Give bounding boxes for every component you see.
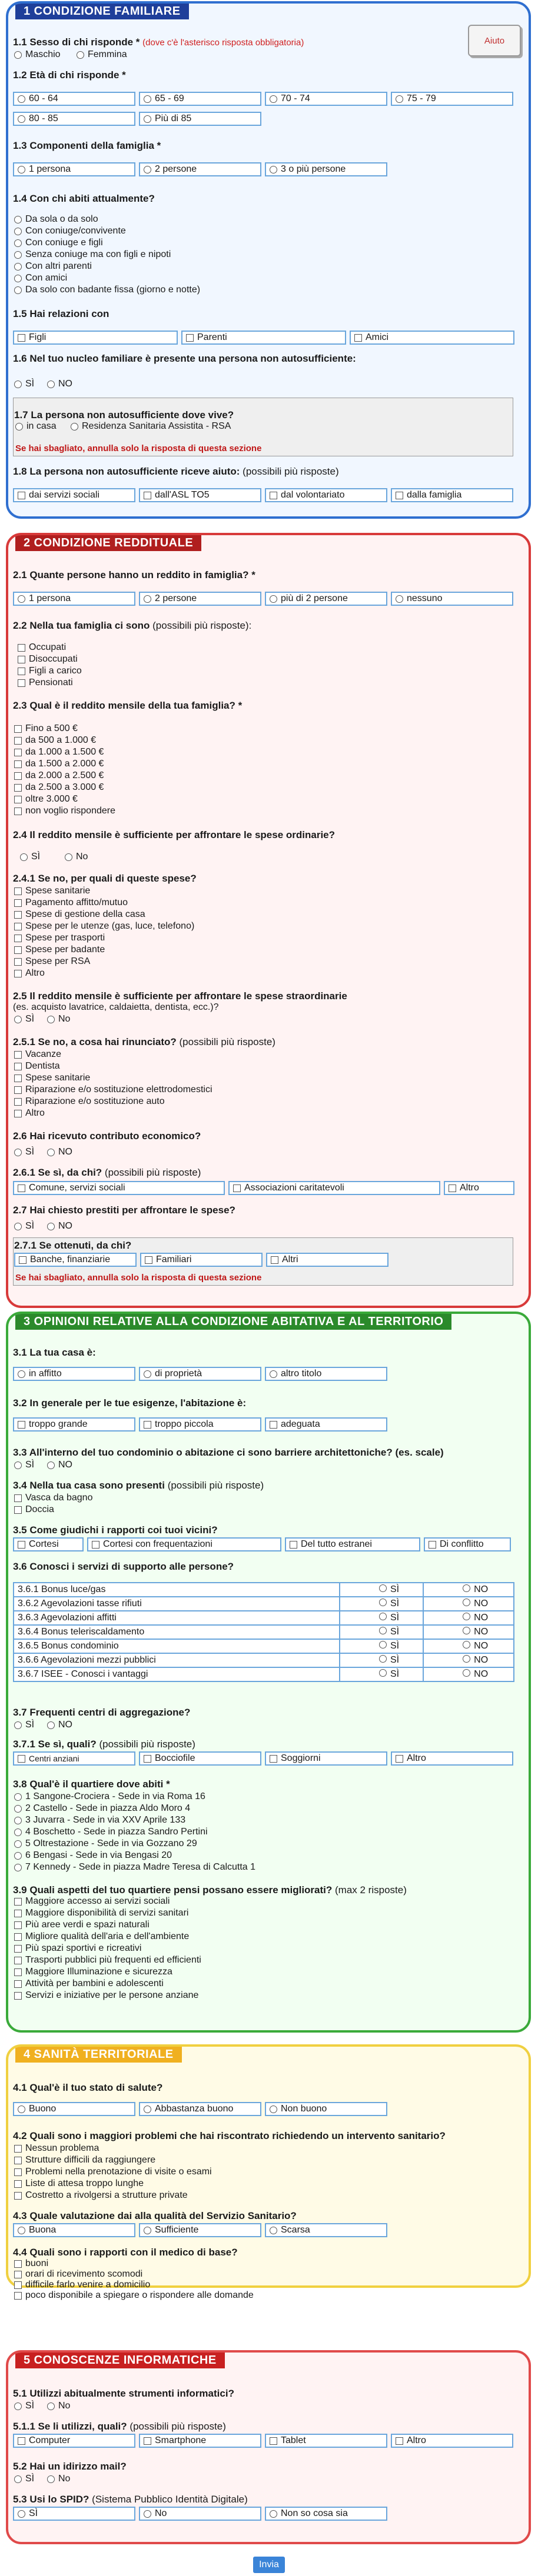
option-non-buono[interactable]: Non buono [265,2102,387,2116]
radio-quartiere-7[interactable]: 7 Kennedy - Sede in piazza Madre Teresa di Calcutta 1 [14,1862,255,1873]
radio-si[interactable]: SÌ [340,1583,423,1597]
service-label: 3.6.7 ISEE - Conosci i vantaggi [14,1667,340,1681]
check-problema-4[interactable]: Costretto a rivolgersi a strutture private [14,2190,188,2201]
check-centri-anziani[interactable]: Centri anziani [13,1751,135,1766]
aid-row [13,488,513,502]
section-title: 2 CONDIZIONE REDDITUALE [15,535,201,551]
radio-coniuge-figli[interactable]: Con coniuge e figli [14,238,103,248]
radio-si[interactable]: SÌ [340,1597,423,1611]
check-comune[interactable]: Comune, servizi sociali [13,1181,225,1195]
section-title: 1 CONDIZIONE FAMILIARE [15,4,189,19]
option-non-so[interactable]: Non so cosa sia [265,2507,387,2521]
radio-no[interactable]: NO [423,1653,514,1667]
radio-no[interactable]: NO [423,1667,514,1681]
option-1-persona[interactable]: 1 persona [13,162,135,176]
help-button[interactable]: Aiuto [468,25,521,56]
service-label: 3.6.4 Bonus teleriscaldamento [14,1625,340,1639]
question-2-3: 2.3 Qual è il reddito mensile della tua famiglia? * [13,700,243,711]
check-medico-0[interactable]: buoni [14,2258,48,2269]
service-label: 3.6.5 Bonus condominio [14,1639,340,1653]
option-si[interactable]: SÌ [13,2507,135,2521]
check-miglioramento-3[interactable]: Migliore qualità dell'aria e dell'ambiente [14,1931,189,1942]
radio-income-6[interactable]: oltre 3.000 € [14,794,78,805]
home-title-row [13,1367,387,1381]
question-5-1-1: 5.1.1 Se li utilizzi, quali? (possibili più risposte) [13,2421,226,2432]
radio-rsa[interactable]: Residenza Sanitaria Assistita - RSA [71,421,231,432]
radio-no[interactable]: NO [423,1639,514,1653]
check-miglioramento-4[interactable]: Più spazi sportivi e ricreativi [14,1943,141,1954]
question-4-1: 4.1 Qual'è il tuo stato di salute? [13,2082,163,2093]
radio-coniuge-convivente[interactable]: Con coniuge/convivente [14,226,126,236]
radio-income-0[interactable]: Fino a 500 € [14,723,78,734]
option-60-64[interactable]: 60 - 64 [13,92,135,106]
check-pensionati[interactable]: Pensionati [18,678,73,688]
radio-si[interactable]: SÌ [14,2474,34,2484]
check-miglioramento-5[interactable]: Trasporti pubblici più frequenti ed efficienti [14,1955,201,1966]
question-4-4: 4.4 Quali sono i rapporti con il medico di base? [13,2247,238,2258]
radio-badante[interactable]: Da solo con badante fissa (giorno e notte) [14,285,200,295]
question-1-1: 1.1 Sesso di chi risponde * (dove c'è l'asterisco risposta obbligatoria) [13,36,304,48]
check-miglioramento-1[interactable]: Maggiore disponibilità di servizi sanitari [14,1908,188,1918]
submit-button[interactable]: Invia [253,2557,285,2573]
check-banche[interactable]: Banche, finanziarie [14,1253,137,1267]
radio-si[interactable]: SÌ [14,1014,34,1025]
loans-row [14,1253,388,1267]
check-dentista[interactable]: Dentista [14,1061,60,1072]
devices-row [13,2434,513,2448]
spid-row [13,2507,387,2521]
radio-no[interactable]: No [65,852,88,862]
check-rsa[interactable]: Spese per RSA [14,956,90,967]
option-piu-di-85[interactable]: Più di 85 [139,112,261,126]
option-75-79[interactable]: 75 - 79 [391,92,513,106]
age-row-1 [13,92,513,106]
check-trasporti[interactable]: Spese per trasporti [14,933,105,943]
check-problema-0[interactable]: Nessun problema [14,2143,99,2154]
check-computer[interactable]: Computer [13,2434,135,2448]
question-2-6: 2.6 Hai ricevuto contributo economico? [13,1130,201,1142]
question-5-2: 5.2 Hai un idirizzo mail? [13,2461,127,2472]
check-gestione-casa[interactable]: Spese di gestione della casa [14,909,145,920]
table-row [14,1639,514,1653]
radio-quartiere-2[interactable]: 2 Castello - Sede in piazza Aldo Moro 4 [14,1803,190,1814]
question-4-2: 4.2 Quali sono i maggiori problemi che hai riscontrato richiedendo un intervento sanitario? [13,2130,446,2141]
option-estranei[interactable]: Del tutto estranei [285,1537,420,1551]
radio-no[interactable]: No [47,2474,70,2484]
centers-row [13,1751,513,1766]
check-smartphone[interactable]: Smartphone [139,2434,261,2448]
radio-amici[interactable]: Con amici [14,273,67,283]
option-buono[interactable]: Buono [13,2102,135,2116]
question-2-5: 2.5 Il reddito mensile è sufficiente per affrontare le spese straordinarie [13,990,347,1002]
reset-section-link[interactable]: Se hai sbagliato, annulla solo la risposta di questa sezione [15,1273,262,1283]
check-amici[interactable]: Amici [350,331,514,345]
check-elettrodomestici[interactable]: Riparazione e/o sostituzione elettrodomestici [14,1085,212,1095]
table-row [14,1625,514,1639]
option-scarsa[interactable]: Scarsa [265,2223,387,2237]
question-3-6: 3.6 Conosci i servizi di supporto alle persone? [13,1561,234,1572]
radio-no[interactable]: NO [423,1625,514,1639]
check-figli[interactable]: Figli [13,331,178,345]
radio-in-casa[interactable]: in casa [15,421,57,432]
neighbours-row [13,1537,511,1551]
check-asl[interactable]: dall'ASL TO5 [139,488,261,502]
question-1-2: 1.2 Età di chi risponde * [13,69,126,81]
radio-si[interactable]: SÌ [14,1221,34,1232]
check-disoccupati[interactable]: Disoccupati [18,654,78,665]
check-familiari[interactable]: Familiari [140,1253,263,1267]
option-1-persona[interactable]: 1 persona [13,592,135,606]
check-altro[interactable]: Altro [444,1181,514,1195]
radio-si[interactable]: SÌ [340,1653,423,1667]
radio-si[interactable]: SÌ [14,1460,34,1470]
radio-si[interactable]: SÌ [340,1611,423,1625]
radio-si[interactable]: SÌ [14,1720,34,1730]
check-miglioramento-6[interactable]: Maggiore Illuminazione e sicurezza [14,1967,172,1977]
radio-si[interactable]: SÌ [20,852,40,862]
table-row [14,1667,514,1681]
question-2-4: 2.4 Il reddito mensile è sufficiente per affrontare le spese ordinarie? [13,829,336,840]
check-miglioramento-0[interactable]: Maggiore accesso ai servizi sociali [14,1896,170,1907]
option-nessuno[interactable]: nessuno [391,592,513,606]
check-problema-3[interactable]: Liste di attesa troppo lunghe [14,2178,144,2189]
check-bocciofile[interactable]: Bocciofile [139,1751,261,1766]
question-3-7: 3.7 Frequenti centri di aggregazione? [13,1707,191,1718]
radio-income-4[interactable]: da 2.000 a 2.500 € [14,770,104,781]
option-3-o-piu[interactable]: 3 o più persone [265,162,387,176]
radio-da-solo[interactable]: Da sola o da solo [14,214,98,225]
check-associazioni[interactable]: Associazioni caritatevoli [228,1181,440,1195]
section-title: 3 OPINIONI RELATIVE ALLA CONDIZIONE ABITATIVA E AL TERRITORIO [15,1314,451,1330]
question-2-7: 2.7 Hai chiesto prestiti per affrontare le spese? [13,1204,235,1216]
required-note: (dove c'è l'asterisco risposta obbligatoria) [142,38,304,48]
quality-row [13,2223,387,2237]
question-1-5: 1.5 Hai relazioni con [13,308,109,319]
check-servizi-sociali[interactable]: dai servizi sociali [13,488,135,502]
question-1-4: 1.4 Con chi abiti attualmente? [13,193,155,204]
option-buona[interactable]: Buona [13,2223,135,2237]
question-1-8: 1.8 La persona non autosufficiente riceve aiuto: (possibili più risposte) [13,466,339,477]
question-5-3: 5.3 Usi lo SPID? (Sistema Pubblico Identità Digitale) [13,2494,248,2505]
question-1-7: 1.7 La persona non autosufficiente dove vive? [14,409,234,421]
check-vacanze[interactable]: Vacanze [14,1049,61,1060]
radio-income-1[interactable]: da 500 a 1.000 € [14,735,96,746]
check-problema-2[interactable]: Problemi nella prenotazione di visite o esami [14,2167,212,2177]
option-cortesi[interactable]: Cortesi [13,1537,84,1551]
radio-si[interactable]: SÌ [14,379,34,389]
family-size-row [13,162,387,176]
check-volontariato[interactable]: dal volontariato [265,488,387,502]
income-earners-row [13,592,513,606]
question-3-5: 3.5 Come giudichi i rapporti coi tuoi vicini? [13,1524,218,1536]
check-medico-2[interactable]: difficile farlo venire a domicilio [14,2280,150,2290]
radio-altri-parenti[interactable]: Con altri parenti [14,261,92,272]
home-size-row [13,1417,387,1432]
check-miglioramento-2[interactable]: Più aree verdi e spazi naturali [14,1920,150,1930]
check-medico-1[interactable]: orari di ricevimento scomodi [14,2269,142,2280]
question-3-3: 3.3 All'interno del tuo condominio o abitazione ci sono barriere architettoniche? (es. scale) [13,1447,444,1458]
option-cortesi-frequentazioni[interactable]: Cortesi con frequentazioni [87,1537,281,1551]
check-auto[interactable]: Riparazione e/o sostituzione auto [14,1096,165,1107]
radio-income-5[interactable]: da 2.500 a 3.000 € [14,782,104,793]
question-3-1: 3.1 La tua casa è: [13,1347,96,1358]
radio-quartiere-6[interactable]: 6 Bengasi - Sede in via Bengasi 20 [14,1850,172,1861]
table-row [14,1597,514,1611]
check-altro[interactable]: Altro [391,2434,513,2448]
table-row [14,1611,514,1625]
question-2-1: 2.1 Quante persone hanno un reddito in famiglia? * [13,569,255,580]
question-3-8: 3.8 Qual'è il quartiere dove abiti * [13,1778,170,1790]
question-2-5-sub: (es. acquisto lavatrice, caldaietta, dentista, ecc.)? [13,1002,219,1012]
check-utenze[interactable]: Spese per le utenze (gas, luce, telefono) [14,921,194,932]
check-spese-sanitarie[interactable]: Spese sanitarie [14,886,90,896]
option-no[interactable]: No [139,2507,261,2521]
option-2-persone[interactable]: 2 persone [139,162,261,176]
radio-quartiere-5[interactable]: 5 Oltrestazione - Sede in via Gozzano 29 [14,1838,197,1849]
radio-quartiere-4[interactable]: 4 Boschetto - Sede in piazza Sandro Pertini [14,1827,208,1837]
option-troppo-grande[interactable]: troppo grande [13,1417,135,1432]
question-2-5-1: 2.5.1 Se no, a cosa hai rinunciato? (possibili più risposte) [13,1036,275,1047]
question-3-7-1: 3.7.1 Se sì, quali? (possibili più risposte) [13,1739,195,1750]
option-80-85[interactable]: 80 - 85 [13,112,135,126]
check-figli-a-carico[interactable]: Figli a carico [18,666,82,676]
option-sufficiente[interactable]: Sufficiente [139,2223,261,2237]
relations-row [13,331,514,345]
check-problema-1[interactable]: Strutture difficili da raggiungere [14,2155,155,2165]
check-spese-sanitarie[interactable]: Spese sanitarie [14,1073,90,1083]
option-abbastanza-buono[interactable]: Abbastanza buono [139,2102,261,2116]
radio-si[interactable]: SÌ [340,1639,423,1653]
radio-si[interactable]: SÌ [14,2401,34,2411]
radio-no[interactable]: NO [47,1147,72,1157]
radio-femmina[interactable]: Femmina [77,49,127,60]
radio-si[interactable]: SÌ [14,1147,34,1157]
question-4-3: 4.3 Quale valutazione dai alla qualità del Servizio Sanitario? [13,2210,297,2221]
check-parenti[interactable]: Parenti [181,331,346,345]
question-3-4: 3.4 Nella tua casa sono presenti (possibili più risposte) [13,1480,264,1491]
radio-figli-nipoti[interactable]: Senza coniuge ma con figli e nipoti [14,249,171,260]
check-vasca[interactable]: Vasca da bagno [14,1493,92,1503]
question-5-1: 5.1 Utilizzi abitualmente strumenti informatici? [13,2388,234,2399]
check-badante[interactable]: Spese per badante [14,945,105,955]
option-conflitto[interactable]: Di conflitto [424,1537,511,1551]
check-soggiorni[interactable]: Soggiorni [265,1751,387,1766]
service-label: 3.6.2 Agevolazioni tasse rifiuti [14,1597,340,1611]
option-proprieta[interactable]: di proprietà [139,1367,261,1381]
question-1-3: 1.3 Componenti della famiglia * [13,140,161,151]
question-2-7-1: 2.7.1 Se ottenuti, da chi? [14,1240,132,1251]
option-troppo-piccola[interactable]: troppo piccola [139,1417,261,1432]
table-row [14,1653,514,1667]
health-row [13,2102,387,2116]
radio-income-2[interactable]: da 1.000 a 1.500 € [14,747,104,758]
reset-section-link[interactable]: Se hai sbagliato, annulla solo la risposta di questa sezione [15,443,262,453]
radio-income-3[interactable]: da 1.500 a 2.000 € [14,759,104,769]
option-altro-titolo[interactable]: altro titolo [265,1367,387,1381]
question-3-9: 3.9 Quali aspetti del tuo quartiere pensi possano essere migliorati? (max 2 risposte) [13,1884,407,1896]
radio-maschio[interactable]: Maschio [14,49,61,60]
service-label: 3.6.6 Agevolazioni mezzi pubblici [14,1653,340,1667]
radio-si[interactable]: SÌ [340,1625,423,1639]
services-table [13,1582,514,1682]
check-altro[interactable]: Altro [14,968,45,979]
question-2-2: 2.2 Nella tua famiglia ci sono (possibili più risposte): [13,620,252,631]
age-row-2 [13,112,261,126]
radio-no[interactable]: NO [423,1611,514,1625]
question-2-4-1: 2.4.1 Se no, per quali di queste spese? [13,873,197,884]
check-altro[interactable]: Altro [14,1108,45,1119]
radio-income-7[interactable]: non voglio rispondere [14,806,115,816]
check-affitto-mutuo[interactable]: Pagamento affitto/mutuo [14,897,128,908]
check-occupati[interactable]: Occupati [18,642,66,653]
question-2-6-1: 2.6.1 Se sì, da chi? (possibili più risposte) [13,1167,201,1178]
check-miglioramento-8[interactable]: Servizi e iniziative per le persone anziane [14,1990,198,2001]
radio-no[interactable]: NO [423,1583,514,1597]
check-medico-3[interactable]: poco disponibile a spiegare o rispondere alle domande [14,2290,254,2301]
option-adeguata[interactable]: adeguata [265,1417,387,1432]
section-title: 5 CONOSCENZE INFORMATICHE [15,2353,225,2368]
option-70-74[interactable]: 70 - 74 [265,92,387,106]
table-row [14,1583,514,1597]
option-65-69[interactable]: 65 - 69 [139,92,261,106]
check-tablet[interactable]: Tablet [265,2434,387,2448]
option-affitto[interactable]: in affitto [13,1367,135,1381]
radio-quartiere-1[interactable]: 1 Sangone-Crociera - Sede in via Roma 16 [14,1791,205,1802]
check-altro[interactable]: Altro [391,1751,513,1766]
check-doccia[interactable]: Doccia [14,1504,54,1515]
service-label: 3.6.3 Agevolazioni affitti [14,1611,340,1625]
option-piu-di-2[interactable]: più di 2 persone [265,592,387,606]
check-altri[interactable]: Altri [266,1253,388,1267]
radio-si[interactable]: SÌ [340,1667,423,1681]
radio-no[interactable]: NO [47,379,72,389]
radio-no[interactable]: NO [423,1597,514,1611]
radio-no[interactable]: No [47,1014,70,1025]
service-label: 3.6.1 Bonus luce/gas [14,1583,340,1597]
contribution-row [13,1181,514,1195]
radio-no[interactable]: NO [47,1720,72,1730]
question-1-6: 1.6 Nel tuo nucleo familiare è presente una persona non autosufficiente: [13,353,356,364]
check-miglioramento-7[interactable]: Attività per bambini e adolescenti [14,1978,164,1989]
radio-no[interactable]: No [47,2401,70,2411]
radio-no[interactable]: NO [47,1460,72,1470]
question-3-2: 3.2 In generale per le tue esigenze, l'abitazione è: [13,1397,247,1409]
radio-quartiere-3[interactable]: 3 Juvarra - Sede in via XXV Aprile 133 [14,1815,185,1826]
radio-no[interactable]: NO [47,1221,72,1232]
section-title: 4 SANITÀ TERRITORIALE [15,2047,182,2063]
check-famiglia[interactable]: dalla famiglia [391,488,513,502]
option-2-persone[interactable]: 2 persone [139,592,261,606]
